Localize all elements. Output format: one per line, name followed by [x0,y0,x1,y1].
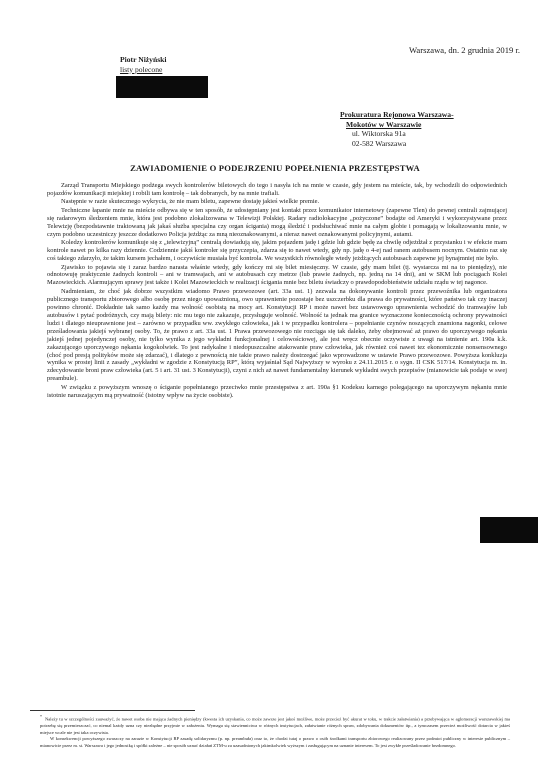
recipient-street: ul. Wiktorska 91a [352,129,406,138]
footnote-text: W konsekwencji powyższego zwaszczy na zarazie w Konstytucji RP zasadę solidaryzmu (p. np. preambuła) oraz to, że chodzi tutaj o prawo o osób środkami transportu zbiorowego realizowany przez podmiot publiczny w interesie publicznym – mianowicie przez m. st. Warszawa i jego jednostkę i spółki zależne – nie sposób uznać działań ZTM-u za uzasadnionych jakimkolwiek wyższym i zasługującym na uznanie interesem. To jest zwykłe prześladowanie bezdomnego. [40,736,510,748]
recipient-line1: Prokuratura Rejonowa Warszawa- [340,110,454,119]
document-title: ZAWIADOMIENIE O PODEJRZENIU POPEŁNIENIA PRZESTĘPSTWA [130,163,420,173]
recipient-line2: Mokotów w Warszawie [346,119,422,129]
recipient-city: 02-582 Warszawa [352,138,407,148]
sender-block [120,55,208,98]
footnotes [40,714,510,749]
paragraph: Zarząd Transportu Miejskiego podżega swych kontrolerów biletowych do tego i nasyła ich na mnie w czasie, gdy jestem na mieście, tak, by wchodzili do odpowiednich pojazdów komunikacji miejskiej i robili tam kontrolę – tak dobranych, by na mnie trafiali. [47,182,507,197]
paragraph: Koledzy kontrolerów komunikuje się z „telewizyjną” centralą dowiadują się, jakim pojazdem jadę i gdzie lub gdzie będę za chwilę odjeżdżał z przystanku i w efekcie mam kontrole nawet po kilka razy dziennie. Codziennie jakiś kontroler się przyczepia, zdarza się to nawet wtedy, gdy np. jadę o 4-ej nad ranem autobusem nocnym. Ostatnio raz się coś takiego zdarzyło, że takim kursem jechałem, i oczywiście musiała być kontrola. We wszystkich równoległe wtedy jeżdżących autobusach zapewne jej bynajmniej nie było. [47,239,507,263]
paragraph: Zjawisko to pojawia się i zaraz bardzo narasta właśnie wtedy, gdy kończy mi się bilet miesięczny. W czasie, gdy mam bilet (tj. wystarcza mi na to pieniędzy), nie odnotowuję praktycznie żadnych kontroli – ani w tramwajach, ani w autobusach czy metrze (lub prawie żadnych, np. jedną na 14 dni), ani w SKM lub pociągach Kolei Mazowieckich. Alarmującym sprawy jest także i Kolei Mazowieckich w realizacji ścigania mnie bez biletu świadczy o prawdopodobieństwie udziału rządu w tej nagonce. [47,263,507,287]
redacted-signature [480,517,538,543]
footnote-separator [30,710,195,711]
paragraph: W związku z powyższym wnoszę o ściganie popełnianego przeciwko mnie przestępstwa z art. 190a §1 Kodeksu karnego polegającego na uporczywym nękaniu mnie istotnie naruszającym mą prywatność (istotny wpływ na życie osobiste). [47,383,507,399]
recipient-block [340,110,454,148]
paragraph: Nadmieniam, że choć jak dobrze wszystkim wiadomo Prawo przewozowe (art. 33a ust. 1) zezwala na dokonywanie kontroli przez przewoźnika lub organizatora publicznego transportu zbiorowego albo osobę przez niego upoważnioną, owo uprawnienie pozostaje bez uszczerbku dla prawa do prywatności, które państwo tak czy inaczej powinno chronić. Dokładnie tak samo każdy ma wolność osobistą na mocy art. Konstytucji RP i może nawet bez ustawowego uprawnienia wchodzić do tramwajów lub autobusów i pytać podróżnych, czy mają bilety: nic mu tego nie zakazuje, przysługuje wolność. Wolność ta jednak ma granice wyznaczone koniecznością ochrony prywatności ludzi i dlatego nieuprawnione jest – zarówno w przypadku ww. zwykłego człowieka, jak i w przypadku kontrolera – popełnianie czynów noszących znamiona nagonki, celowe prześladowania jakiejś wybranej osoby. To, że prawo z art. 33a ust. 1 Prawa przewozowego nie rozciąga się tak daleko, żeby obejmować aż prawo do uporczywego nękania jakiejś jednej pojedynczej osoby, nie tylko wynika z jego wykładni funkcjonalnej i celowościowej, ale jest wręcz obecnie oczywiste z uwagi na istnienie art. 190a k.k. zakazującego uporczywego nękania kogokolwiek. To jest radykalne i niedopuszczalne atakowanie praw człowieka, jak również coś nawet tez ekonomicznie nonsensownego (choć pod presją polityków może się zdarzać), i dlatego z pewnością nie takie prawo należy dostrzegać jako wprowadzone w ustawie Prawo przewozowe. Powyższa konkluzja wynika w prostej linii z zasady „wykładni w zgodzie z Konstytucją RP”, którą wyjaśniał Sąd Najwyższy w wyroku z 24.11.2015 r. o sygn. II CSK 517/14. Konstytucja m. in. zdecydowanie broni praw człowieka (art. 5 i art. 31 ust. 3 Konstytucji), czyni z nich aż nawet fundamentalny kierunek wykładni swych przepisów (mianowicie tak podaje w swej preambule). [47,287,507,383]
document-body [47,182,507,400]
footnote [40,736,510,749]
footnote-text: Należy tu w szczególności zauważyć, że nawet osoba nie mająca żadnych pieniędzy (kwesta ich uzyskania, co może zawsze jest jakoś możliwe, może przecież być akurat w toku, w trakcie załatwiania) a przebywająca w aglomeracji warszawskiej ma potrzebę się przemieszczać, co niemal każdy uzna czy niezbędne przyjmie w założeniu. Wymaga się stawiennictwa w różnych instytucjach, załatwianie różnych spraw, zdobywania dokumentów itp., a tymczasem przecież możliwość dotarcia w jakieś miejsce wcale nie jest taka oczywista. [40,716,510,735]
letter-date: Warszawa, dn. 2 grudnia 2019 r. [409,45,520,55]
sender-name: Piotr Niżyński [120,55,167,64]
delivery-method: listy polecone [120,64,163,74]
footnote-marker: * [40,714,42,719]
redacted-address [116,76,208,98]
footnote [40,714,510,736]
paragraph: Następnie w razie skutecznego wykrycia, że nie mam biletu, zapewne dostaję jakieś wielkie premie. [61,198,320,206]
paragraph: Techniczne łapanie mnie na mieście odbywa się w ten sposób, że udostępniany jest kontakt przez komunikator internetowy (zapewne Tlen) do pewnej centrali zajmującej się radarowym śledzeniem mnie, która jest podobno zlokalizowana w Telewizji Polskiej. Radary radiolokacyjne „pożyczone” bodajże od Ameryki i wykorzystywane przez Telewizję (bezpodstawnie traktowaną jak jakaś służba specjalna czy organ ścigania) mogą śledzić i podsłuchiwać mnie na całym globie i pomagają w lokalizowaniu mnie, w czym podobno uczestniczy jeszcze dodatkowo Policja jeżdżąc za mną nieoznakowanymi, a nieraz nawet oznakowanymi policyjnymi, autami. [47,206,507,238]
